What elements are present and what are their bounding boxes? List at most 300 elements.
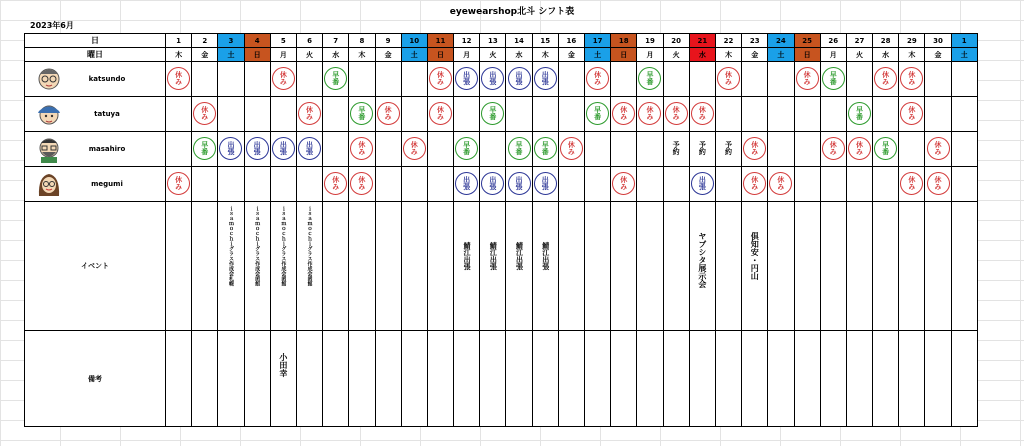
rest-stamp: 休み	[717, 67, 740, 90]
day-number[interactable]: 10	[401, 34, 427, 48]
shift-cell[interactable]	[323, 167, 349, 202]
shift-cell[interactable]	[375, 62, 401, 97]
shift-cell[interactable]	[349, 132, 375, 167]
rest-stamp: 休み	[665, 102, 688, 125]
event-cell[interactable]	[270, 202, 296, 331]
rest-stamp: 休み	[167, 172, 190, 195]
shift-cell[interactable]	[192, 132, 218, 167]
event-cell[interactable]	[480, 202, 506, 331]
event-cell[interactable]	[925, 202, 951, 331]
shift-cell[interactable]	[427, 167, 453, 202]
day-number[interactable]: 6	[296, 34, 322, 48]
event-cell[interactable]	[375, 202, 401, 331]
note-cell[interactable]	[899, 331, 925, 427]
face-glasses-icon	[35, 65, 63, 93]
shift-cell[interactable]	[244, 132, 270, 167]
note-cell[interactable]	[873, 331, 899, 427]
shift-cell[interactable]	[218, 62, 244, 97]
note-cell[interactable]	[742, 331, 768, 427]
weekday-cell[interactable]: 水	[689, 48, 715, 62]
shift-cell[interactable]	[899, 132, 925, 167]
rest-stamp: 休み	[377, 102, 400, 125]
shift-cell[interactable]	[873, 132, 899, 167]
weekday-cell[interactable]: 金	[558, 48, 584, 62]
day-number[interactable]: 1	[166, 34, 192, 48]
shift-cell[interactable]	[244, 62, 270, 97]
shift-cell[interactable]	[532, 97, 558, 132]
event-cell[interactable]	[323, 202, 349, 331]
shift-cell[interactable]	[296, 132, 322, 167]
weekday-cell[interactable]: 土	[218, 48, 244, 62]
shift-cell[interactable]	[794, 97, 820, 132]
shift-cell[interactable]	[585, 97, 611, 132]
weekday-cell[interactable]: 火	[480, 48, 506, 62]
event-cell[interactable]	[427, 202, 453, 331]
reserve-mark: 予約	[698, 141, 707, 155]
shift-cell[interactable]	[663, 62, 689, 97]
shift-cell[interactable]	[532, 132, 558, 167]
shift-cell[interactable]	[611, 97, 637, 132]
shift-cell[interactable]	[663, 97, 689, 132]
shift-cell[interactable]	[715, 97, 741, 132]
event-cell[interactable]	[768, 202, 794, 331]
staff-row	[25, 62, 978, 97]
rest-stamp: 休み	[927, 172, 950, 195]
shift-cell[interactable]	[742, 97, 768, 132]
rest-stamp: 休み	[586, 67, 609, 90]
shift-cell[interactable]	[401, 132, 427, 167]
day-number[interactable]: 14	[506, 34, 532, 48]
shift-cell[interactable]	[166, 132, 192, 167]
weekday-cell[interactable]: 土	[768, 48, 794, 62]
early-stamp: 早番	[638, 67, 661, 90]
day-number[interactable]: 13	[480, 34, 506, 48]
day-number[interactable]: 19	[637, 34, 663, 48]
shift-cell[interactable]	[218, 132, 244, 167]
early-stamp: 早番	[534, 137, 557, 160]
shift-cell[interactable]	[401, 62, 427, 97]
weekday-cell[interactable]: 日	[794, 48, 820, 62]
shift-cell[interactable]	[218, 167, 244, 202]
shift-cell[interactable]	[689, 97, 715, 132]
shift-cell[interactable]	[585, 62, 611, 97]
shift-cell[interactable]	[506, 97, 532, 132]
shift-cell[interactable]	[244, 167, 270, 202]
shift-cell[interactable]	[846, 62, 872, 97]
shift-cell[interactable]	[558, 167, 584, 202]
note-cell[interactable]	[480, 331, 506, 427]
weekday-cell[interactable]: 土	[401, 48, 427, 62]
shift-cell[interactable]	[794, 167, 820, 202]
staff-label-cell	[25, 62, 166, 97]
shift-cell[interactable]	[454, 97, 480, 132]
shift-cell[interactable]	[480, 97, 506, 132]
shift-cell[interactable]	[532, 62, 558, 97]
shift-cell[interactable]	[454, 132, 480, 167]
day-number[interactable]: 24	[768, 34, 794, 48]
note-cell[interactable]	[951, 331, 977, 427]
day-number[interactable]: 3	[218, 34, 244, 48]
shift-cell[interactable]	[166, 62, 192, 97]
rest-stamp: 休み	[638, 102, 661, 125]
note-cell[interactable]	[846, 331, 872, 427]
weekday-cell[interactable]: 水	[873, 48, 899, 62]
shift-cell[interactable]	[323, 97, 349, 132]
event-cell[interactable]	[244, 202, 270, 331]
rest-stamp: 休み	[612, 172, 635, 195]
day-number[interactable]: 21	[689, 34, 715, 48]
day-number[interactable]: 20	[663, 34, 689, 48]
day-number[interactable]: 27	[846, 34, 872, 48]
day-number[interactable]: 25	[794, 34, 820, 48]
shift-cell[interactable]	[951, 97, 977, 132]
note-cell[interactable]	[506, 331, 532, 427]
shift-cell[interactable]	[558, 62, 584, 97]
staff-name: katsundo	[88, 75, 126, 83]
trip-stamp: 出張	[298, 137, 321, 160]
rest-stamp: 休み	[429, 67, 452, 90]
shift-cell[interactable]	[611, 62, 637, 97]
shift-cell[interactable]	[296, 167, 322, 202]
note-cell[interactable]	[820, 331, 846, 427]
shift-cell[interactable]	[427, 62, 453, 97]
note-cell[interactable]	[663, 331, 689, 427]
day-number[interactable]: 26	[820, 34, 846, 48]
shift-cell[interactable]	[166, 167, 192, 202]
note-cell[interactable]	[296, 331, 322, 427]
shift-cell[interactable]	[925, 167, 951, 202]
note-cell[interactable]	[558, 331, 584, 427]
shift-cell[interactable]	[480, 62, 506, 97]
shift-cell[interactable]	[296, 97, 322, 132]
day-number[interactable]: 28	[873, 34, 899, 48]
weekday-cell[interactable]: 月	[270, 48, 296, 62]
weekday-cell[interactable]: 日	[611, 48, 637, 62]
note-cell[interactable]	[244, 331, 270, 427]
early-stamp: 早番	[874, 137, 897, 160]
day-number[interactable]: 9	[375, 34, 401, 48]
event-cell[interactable]	[349, 202, 375, 331]
event-cell[interactable]	[951, 202, 977, 331]
shift-cell[interactable]	[637, 62, 663, 97]
shift-cell[interactable]	[715, 62, 741, 97]
staff-row	[25, 132, 978, 167]
event-cell[interactable]	[663, 202, 689, 331]
weekday-cell[interactable]: 金	[742, 48, 768, 62]
rest-stamp: 休み	[900, 102, 923, 125]
rest-stamp: 休み	[848, 137, 871, 160]
shift-cell[interactable]	[637, 132, 663, 167]
day-number[interactable]: 12	[454, 34, 480, 48]
event-cell[interactable]	[506, 202, 532, 331]
day-number[interactable]: 2	[192, 34, 218, 48]
event-cell[interactable]	[611, 202, 637, 331]
event-cell[interactable]	[899, 202, 925, 331]
shift-cell[interactable]	[794, 62, 820, 97]
shift-cell[interactable]	[846, 167, 872, 202]
shift-cell[interactable]	[715, 132, 741, 167]
year-month: 2023年6月	[30, 21, 74, 30]
shift-cell[interactable]	[637, 97, 663, 132]
weekday-cell[interactable]: 土	[585, 48, 611, 62]
shift-cell[interactable]	[427, 132, 453, 167]
shift-cell[interactable]	[689, 167, 715, 202]
day-number[interactable]: 17	[585, 34, 611, 48]
shift-cell[interactable]	[951, 62, 977, 97]
shift-cell[interactable]	[585, 132, 611, 167]
shift-cell[interactable]	[270, 97, 296, 132]
note-cell[interactable]	[532, 331, 558, 427]
shift-cell[interactable]	[768, 62, 794, 97]
note-cell[interactable]	[689, 331, 715, 427]
shift-cell[interactable]	[506, 132, 532, 167]
staff-row	[25, 167, 978, 202]
weekday-cell[interactable]: 木	[349, 48, 375, 62]
weekday-cell[interactable]: 月	[454, 48, 480, 62]
shift-cell[interactable]	[480, 167, 506, 202]
event-cell[interactable]	[689, 202, 715, 331]
shift-cell[interactable]	[951, 132, 977, 167]
shift-cell[interactable]	[689, 62, 715, 97]
shift-cell[interactable]	[742, 132, 768, 167]
shift-cell[interactable]	[611, 132, 637, 167]
weekday-cell[interactable]: 金	[192, 48, 218, 62]
note-cell[interactable]	[349, 331, 375, 427]
shift-cell[interactable]	[951, 167, 977, 202]
rest-stamp: 休み	[560, 137, 583, 160]
shift-cell[interactable]	[454, 62, 480, 97]
note-cell[interactable]	[166, 331, 192, 427]
note-label: 備考	[25, 331, 166, 427]
shift-cell[interactable]	[558, 132, 584, 167]
note-cell[interactable]	[375, 331, 401, 427]
rest-stamp: 休み	[874, 67, 897, 90]
day-number[interactable]: 5	[270, 34, 296, 48]
shift-cell[interactable]	[375, 167, 401, 202]
shift-cell[interactable]	[270, 167, 296, 202]
weekday-cell[interactable]: 水	[506, 48, 532, 62]
shift-cell[interactable]	[506, 167, 532, 202]
weekday-cell[interactable]: 金	[925, 48, 951, 62]
weekday-cell[interactable]: 木	[532, 48, 558, 62]
day-number[interactable]: 18	[611, 34, 637, 48]
shift-cell[interactable]	[427, 97, 453, 132]
rest-stamp: 休み	[822, 137, 845, 160]
weekday-cell[interactable]: 火	[296, 48, 322, 62]
shift-cell[interactable]	[820, 97, 846, 132]
shift-cell[interactable]	[873, 62, 899, 97]
shift-cell[interactable]	[323, 62, 349, 97]
event-cell[interactable]	[873, 202, 899, 331]
note-cell[interactable]	[585, 331, 611, 427]
event-cell[interactable]	[742, 202, 768, 331]
event-cell[interactable]	[558, 202, 584, 331]
note-cell[interactable]	[637, 331, 663, 427]
note-cell[interactable]	[401, 331, 427, 427]
event-text: 鯖江出張	[541, 242, 550, 270]
trip-stamp: 出張	[691, 172, 714, 195]
shift-cell[interactable]	[375, 132, 401, 167]
weekday-cell[interactable]: 日	[244, 48, 270, 62]
day-label: 日	[25, 34, 166, 48]
shift-cell[interactable]	[742, 167, 768, 202]
note-cell[interactable]	[270, 331, 296, 427]
day-number[interactable]: 16	[558, 34, 584, 48]
day-number[interactable]: 23	[742, 34, 768, 48]
weekday-cell[interactable]: 木	[166, 48, 192, 62]
day-number[interactable]: 29	[899, 34, 925, 48]
shift-cell[interactable]	[899, 97, 925, 132]
rest-stamp: 休み	[769, 172, 792, 195]
shift-cell[interactable]	[532, 167, 558, 202]
event-cell[interactable]	[192, 202, 218, 331]
shift-cell[interactable]	[192, 167, 218, 202]
note-cell[interactable]	[218, 331, 244, 427]
note-cell[interactable]	[715, 331, 741, 427]
shift-cell[interactable]	[296, 62, 322, 97]
rest-stamp: 休み	[900, 172, 923, 195]
shift-cell[interactable]	[663, 167, 689, 202]
staff-label-cell	[25, 97, 166, 132]
shift-cell[interactable]	[873, 97, 899, 132]
shift-cell[interactable]	[768, 167, 794, 202]
shift-cell[interactable]	[192, 97, 218, 132]
event-text: ヤブシタ展示会	[697, 232, 707, 288]
weekday-cell[interactable]: 木	[899, 48, 925, 62]
day-number[interactable]: 11	[427, 34, 453, 48]
day-row	[25, 34, 978, 48]
event-text: ｉｓａｍｏｃｈｉグラス作成会函館	[280, 206, 287, 286]
event-cell[interactable]	[794, 202, 820, 331]
event-cell[interactable]	[218, 202, 244, 331]
shift-cell[interactable]	[349, 62, 375, 97]
day-number[interactable]: 4	[244, 34, 270, 48]
note-cell[interactable]	[768, 331, 794, 427]
weekday-cell[interactable]: 日	[427, 48, 453, 62]
event-cell[interactable]	[637, 202, 663, 331]
shift-cell[interactable]	[270, 62, 296, 97]
weekday-cell[interactable]: 月	[637, 48, 663, 62]
weekday-cell[interactable]: 金	[375, 48, 401, 62]
early-stamp: 早番	[586, 102, 609, 125]
shift-cell[interactable]	[349, 97, 375, 132]
shift-cell[interactable]	[558, 97, 584, 132]
early-stamp: 早番	[848, 102, 871, 125]
rest-stamp: 休み	[691, 102, 714, 125]
trip-stamp: 出張	[219, 137, 242, 160]
shift-cell[interactable]	[846, 132, 872, 167]
weekday-cell[interactable]: 月	[820, 48, 846, 62]
shift-cell[interactable]	[637, 167, 663, 202]
event-cell[interactable]	[401, 202, 427, 331]
reserve-mark: 予約	[672, 141, 681, 155]
shift-cell[interactable]	[768, 132, 794, 167]
weekday-row	[25, 48, 978, 62]
shift-cell[interactable]	[244, 97, 270, 132]
shift-cell[interactable]	[768, 97, 794, 132]
weekday-cell[interactable]: 火	[846, 48, 872, 62]
shift-cell[interactable]	[611, 167, 637, 202]
weekday-cell[interactable]: 木	[715, 48, 741, 62]
day-number[interactable]: 7	[323, 34, 349, 48]
shift-cell[interactable]	[689, 132, 715, 167]
shift-cell[interactable]	[715, 167, 741, 202]
shift-cell[interactable]	[480, 132, 506, 167]
weekday-cell[interactable]: 火	[663, 48, 689, 62]
early-stamp: 早番	[350, 102, 373, 125]
shift-cell[interactable]	[742, 62, 768, 97]
event-cell[interactable]	[166, 202, 192, 331]
event-text: 鯖江出張	[489, 242, 498, 270]
shift-cell[interactable]	[794, 132, 820, 167]
day-number[interactable]: 1	[951, 34, 977, 48]
event-cell[interactable]	[532, 202, 558, 331]
note-cell[interactable]	[794, 331, 820, 427]
shift-cell[interactable]	[585, 167, 611, 202]
note-cell[interactable]	[427, 331, 453, 427]
rest-stamp: 休み	[429, 102, 452, 125]
event-cell[interactable]	[296, 202, 322, 331]
shift-cell[interactable]	[925, 97, 951, 132]
weekday-cell[interactable]: 水	[323, 48, 349, 62]
shift-cell[interactable]	[925, 62, 951, 97]
rest-stamp: 休み	[350, 137, 373, 160]
shift-cell[interactable]	[873, 167, 899, 202]
event-cell[interactable]	[846, 202, 872, 331]
staff-name: masahiro	[88, 145, 126, 153]
shift-cell[interactable]	[454, 167, 480, 202]
shift-cell[interactable]	[323, 132, 349, 167]
day-number[interactable]: 22	[715, 34, 741, 48]
day-number[interactable]: 8	[349, 34, 375, 48]
shift-cell[interactable]	[270, 132, 296, 167]
shift-cell[interactable]	[192, 62, 218, 97]
shift-cell[interactable]	[663, 132, 689, 167]
rest-stamp: 休み	[612, 102, 635, 125]
shift-cell[interactable]	[349, 167, 375, 202]
shift-cell[interactable]	[925, 132, 951, 167]
early-stamp: 早番	[193, 137, 216, 160]
shift-cell[interactable]	[166, 97, 192, 132]
event-cell[interactable]	[820, 202, 846, 331]
shift-cell[interactable]	[899, 62, 925, 97]
early-stamp: 早番	[481, 102, 504, 125]
note-cell[interactable]	[323, 331, 349, 427]
shift-cell[interactable]	[820, 167, 846, 202]
shift-cell[interactable]	[401, 97, 427, 132]
note-cell[interactable]	[454, 331, 480, 427]
day-number[interactable]: 15	[532, 34, 558, 48]
event-cell[interactable]	[585, 202, 611, 331]
shift-cell[interactable]	[375, 97, 401, 132]
shift-cell[interactable]	[218, 97, 244, 132]
shift-cell[interactable]	[506, 62, 532, 97]
shift-cell[interactable]	[820, 62, 846, 97]
event-cell[interactable]	[454, 202, 480, 331]
note-cell[interactable]	[611, 331, 637, 427]
shift-cell[interactable]	[899, 167, 925, 202]
day-number[interactable]: 30	[925, 34, 951, 48]
shift-cell[interactable]	[820, 132, 846, 167]
reserve-mark: 予約	[724, 141, 733, 155]
weekday-cell[interactable]: 土	[951, 48, 977, 62]
note-cell[interactable]	[192, 331, 218, 427]
event-cell[interactable]	[715, 202, 741, 331]
shift-cell[interactable]	[846, 97, 872, 132]
note-cell[interactable]	[925, 331, 951, 427]
trip-stamp: 出張	[455, 172, 478, 195]
shift-cell[interactable]	[401, 167, 427, 202]
